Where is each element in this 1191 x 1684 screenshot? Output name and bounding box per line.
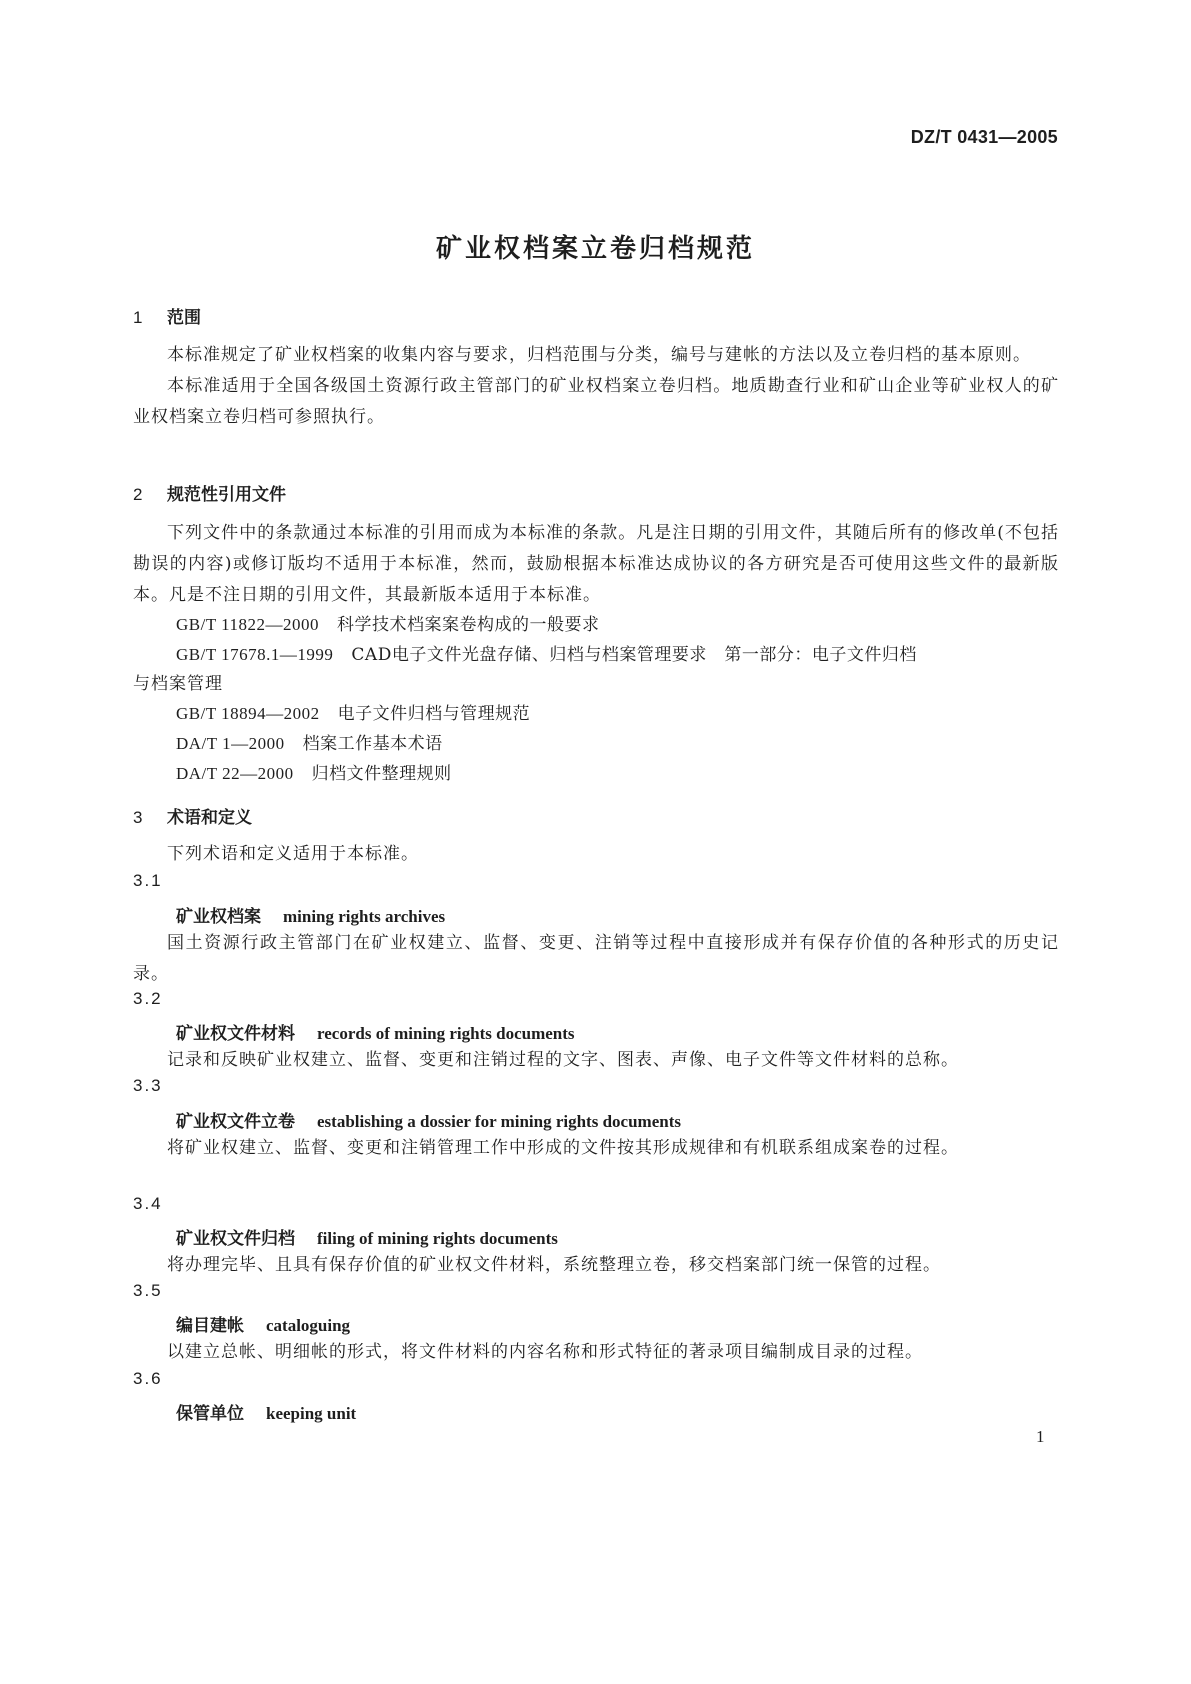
document-title: 矿业权档案立卷归档规范 (435, 234, 755, 264)
term-number: 3.2 (133, 989, 163, 1008)
term-zh: 矿业权文件归档 (176, 1229, 295, 1249)
reference-item (176, 640, 917, 665)
term-number: 3.4 (133, 1194, 163, 1213)
section-2-intro (133, 518, 1059, 611)
term-name (176, 1107, 681, 1132)
section-1-body (133, 340, 1059, 433)
term-name (176, 1224, 558, 1249)
reference-title-continued: 与档案管理 (133, 674, 223, 694)
reference-code: GB/T 11822—2000 (176, 615, 320, 634)
term-definition (133, 1250, 1059, 1281)
reference-item (176, 699, 530, 724)
term-number: 3.1 (133, 871, 163, 890)
paragraph: 将矿业权建立、监督、变更和注销管理工作中形成的文件按其形成规律和有机联系组成案卷的过程。 (167, 1138, 959, 1158)
reference-title: 科学技术档案案卷构成的一般要求 (337, 615, 600, 635)
term-number: 3.6 (133, 1369, 163, 1388)
term-name (176, 1311, 350, 1336)
section-number: 1 (133, 308, 143, 327)
paragraph: 本标准适用于全国各级国土资源行政主管部门的矿业权档案立卷归档。地质勘查行业和矿山企业等矿业权人的矿业权档案立卷归档可参照执行。 (133, 376, 1059, 427)
section-2-heading (133, 480, 286, 505)
section-1-heading (133, 303, 201, 328)
paragraph: 将办理完毕、且具有保存价值的矿业权文件材料，系统整理立卷，移交档案部门统一保管的过程。 (167, 1255, 941, 1275)
reference-title: 档案工作基本术语 (302, 734, 443, 754)
term-en: establishing a dossier for mining rights documents (317, 1112, 681, 1131)
term-en: records of mining rights documents (317, 1024, 575, 1043)
reference-code: DA/T 22—2000 (176, 764, 294, 783)
term-number: 3.5 (133, 1281, 163, 1300)
section-title: 术语和定义 (167, 808, 252, 828)
term-name (176, 1019, 575, 1044)
page-number: 1 (1036, 1427, 1045, 1446)
section-number: 2 (133, 485, 143, 504)
section-3-intro (133, 839, 1059, 870)
paragraph: 下列术语和定义适用于本标准。 (167, 844, 419, 864)
paragraph: 下列文件中的条款通过本标准的引用而成为本标准的条款。凡是注日期的引用文件，其随后所有的修改单(不包括勘误的内容)或修订版均不适用于本标准，然而，鼓励根据本标准达成协议的各方研究是否可使用这些文件的最新版本。凡是不注日期的引用文件，其最新版本适用于本标准。 (133, 523, 1059, 605)
reference-item (176, 610, 600, 635)
reference-item (176, 729, 443, 754)
term-definition (133, 928, 1059, 990)
paragraph: 以建立总帐、明细帐的形式，将文件材料的内容名称和形式特征的著录项目编制成目录的过程。 (167, 1342, 923, 1362)
reference-title: 归档文件整理规则 (311, 764, 452, 784)
paragraph: 记录和反映矿业权建立、监督、变更和注销过程的文字、图表、声像、电子文件等文件材料的总称。 (167, 1050, 959, 1070)
reference-item (176, 759, 452, 784)
term-name (176, 902, 445, 927)
term-zh: 编目建帐 (176, 1316, 244, 1336)
section-number: 3 (133, 808, 143, 827)
section-3-heading (133, 803, 252, 828)
reference-code: GB/T 18894—2002 (176, 704, 320, 723)
paragraph: 本标准规定了矿业权档案的收集内容与要求，归档范围与分类，编号与建帐的方法以及立卷归档的基本原则。 (167, 345, 1031, 365)
term-zh: 保管单位 (176, 1404, 244, 1424)
term-zh: 矿业权文件立卷 (176, 1112, 295, 1132)
reference-title: CAD电子文件光盘存储、归档与档案管理要求 第一部分：电子文件归档 (351, 645, 917, 665)
standard-code: DZ/T 0431—2005 (910, 127, 1058, 147)
term-definition (133, 1133, 1059, 1164)
reference-title: 电子文件归档与管理规范 (337, 704, 531, 724)
term-en: cataloguing (266, 1316, 351, 1335)
section-title: 规范性引用文件 (167, 485, 286, 505)
term-zh: 矿业权文件材料 (176, 1024, 295, 1044)
term-definition (133, 1337, 1059, 1368)
paragraph: 国土资源行政主管部门在矿业权建立、监督、变更、注销等过程中直接形成并有保存价值的各种形式的历史记录。 (133, 933, 1059, 984)
term-zh: 矿业权档案 (176, 907, 261, 927)
term-name (176, 1399, 356, 1424)
section-title: 范围 (167, 308, 201, 328)
reference-code: GB/T 17678.1—1999 (176, 645, 334, 664)
term-en: keeping unit (266, 1404, 357, 1423)
term-definition (133, 1045, 1059, 1076)
term-en: mining rights archives (283, 907, 446, 926)
reference-code: DA/T 1—2000 (176, 734, 285, 753)
term-en: filing of mining rights documents (317, 1229, 558, 1248)
term-number: 3.3 (133, 1076, 163, 1095)
